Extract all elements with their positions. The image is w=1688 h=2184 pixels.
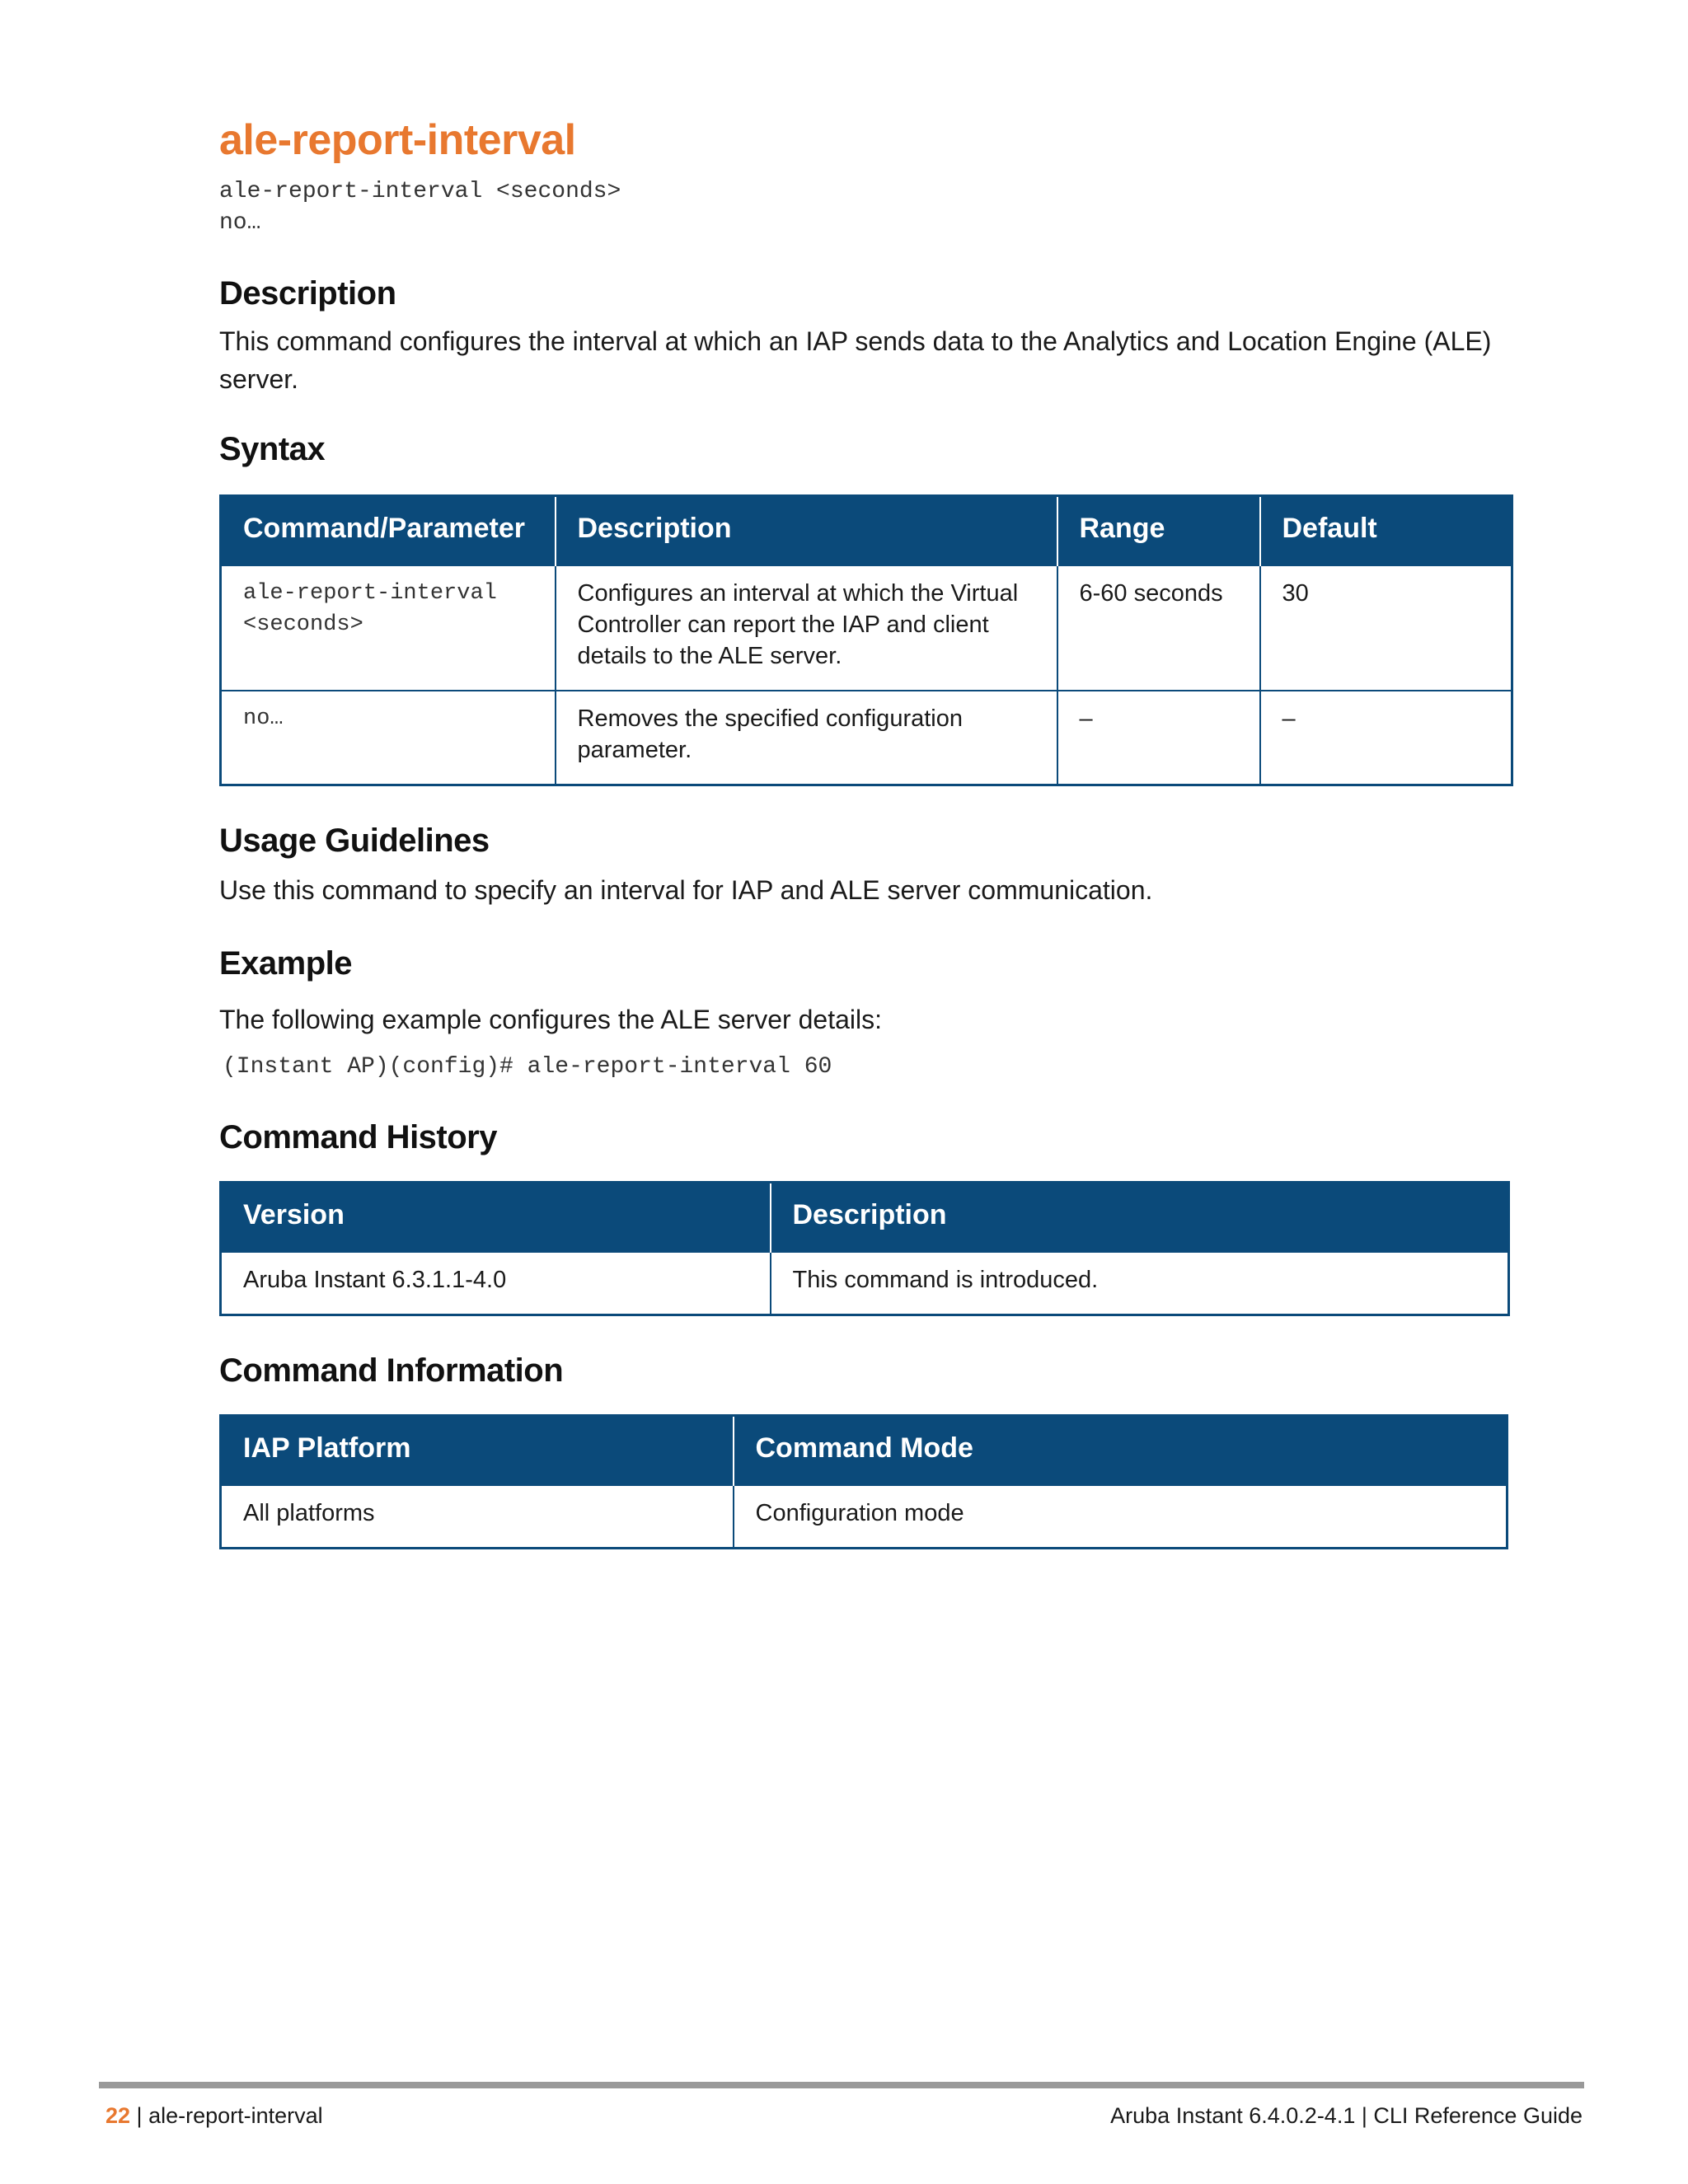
syntax-line: ale-report-interval <seconds> (219, 179, 621, 204)
usage-heading: Usage Guidelines (219, 823, 490, 859)
table-row (221, 565, 1512, 691)
footer-guide-title: Aruba Instant 6.4.0.2-4.1 | CLI Reference Guide (1110, 2103, 1582, 2128)
footer-rule (99, 2082, 1584, 2088)
description-cell: Removes the specified configuration parameter. (556, 691, 1057, 785)
information-table (219, 1414, 1508, 1549)
history-table (219, 1181, 1510, 1316)
footer-section-name: ale-report-interval (148, 2103, 323, 2128)
example-text: The following example configures the ALE server details: (219, 1005, 882, 1034)
column-header: Description (556, 496, 1057, 566)
footer-left (106, 2103, 323, 2129)
description-cell: Configures an interval at which the Virtual Controller can report the IAP and client details to the ALE server. (556, 565, 1057, 691)
example-code: (Instant AP)(config)# ale-report-interval 60 (223, 1054, 832, 1080)
range-cell: 6-60 seconds (1057, 565, 1260, 691)
param-cell: no… (221, 691, 556, 785)
description-text: This command configures the interval at which an IAP sends data to the Analytics and Location Engine (ALE) server. (219, 326, 1492, 394)
footer-separator: | (130, 2103, 149, 2128)
syntax-summary (219, 176, 1513, 239)
table-header-row (221, 1183, 1509, 1253)
history-heading: Command History (219, 1119, 497, 1155)
mode-cell: Configuration mode (734, 1485, 1507, 1549)
page-number: 22 (106, 2103, 131, 2128)
description-heading: Description (219, 275, 396, 312)
version-cell: Aruba Instant 6.3.1.1-4.0 (221, 1252, 771, 1315)
table-header-row (221, 1416, 1507, 1486)
param-cell: ale-report-interval <seconds> (221, 565, 556, 691)
table-row (221, 691, 1512, 785)
column-header: IAP Platform (221, 1416, 734, 1486)
column-header: Command/Parameter (221, 496, 556, 566)
column-header: Command Mode (734, 1416, 1507, 1486)
table-row (221, 1252, 1509, 1315)
description-cell: This command is introduced. (771, 1252, 1509, 1315)
syntax-line: no… (219, 210, 261, 236)
column-header: Version (221, 1183, 771, 1253)
usage-text: Use this command to specify an interval for IAP and ALE server communication. (219, 875, 1153, 905)
column-header: Description (771, 1183, 1509, 1253)
page-content (219, 115, 1513, 1549)
syntax-heading: Syntax (219, 431, 326, 467)
default-cell: 30 (1260, 565, 1512, 691)
information-heading: Command Information (219, 1352, 564, 1389)
range-cell: – (1057, 691, 1260, 785)
column-header: Default (1260, 496, 1512, 566)
example-heading: Example (219, 945, 353, 982)
syntax-table (219, 494, 1513, 786)
table-row (221, 1485, 1507, 1549)
table-header-row (221, 496, 1512, 566)
page-title: ale-report-interval (219, 116, 576, 164)
column-header: Range (1057, 496, 1260, 566)
platform-cell: All platforms (221, 1485, 734, 1549)
default-cell: – (1260, 691, 1512, 785)
